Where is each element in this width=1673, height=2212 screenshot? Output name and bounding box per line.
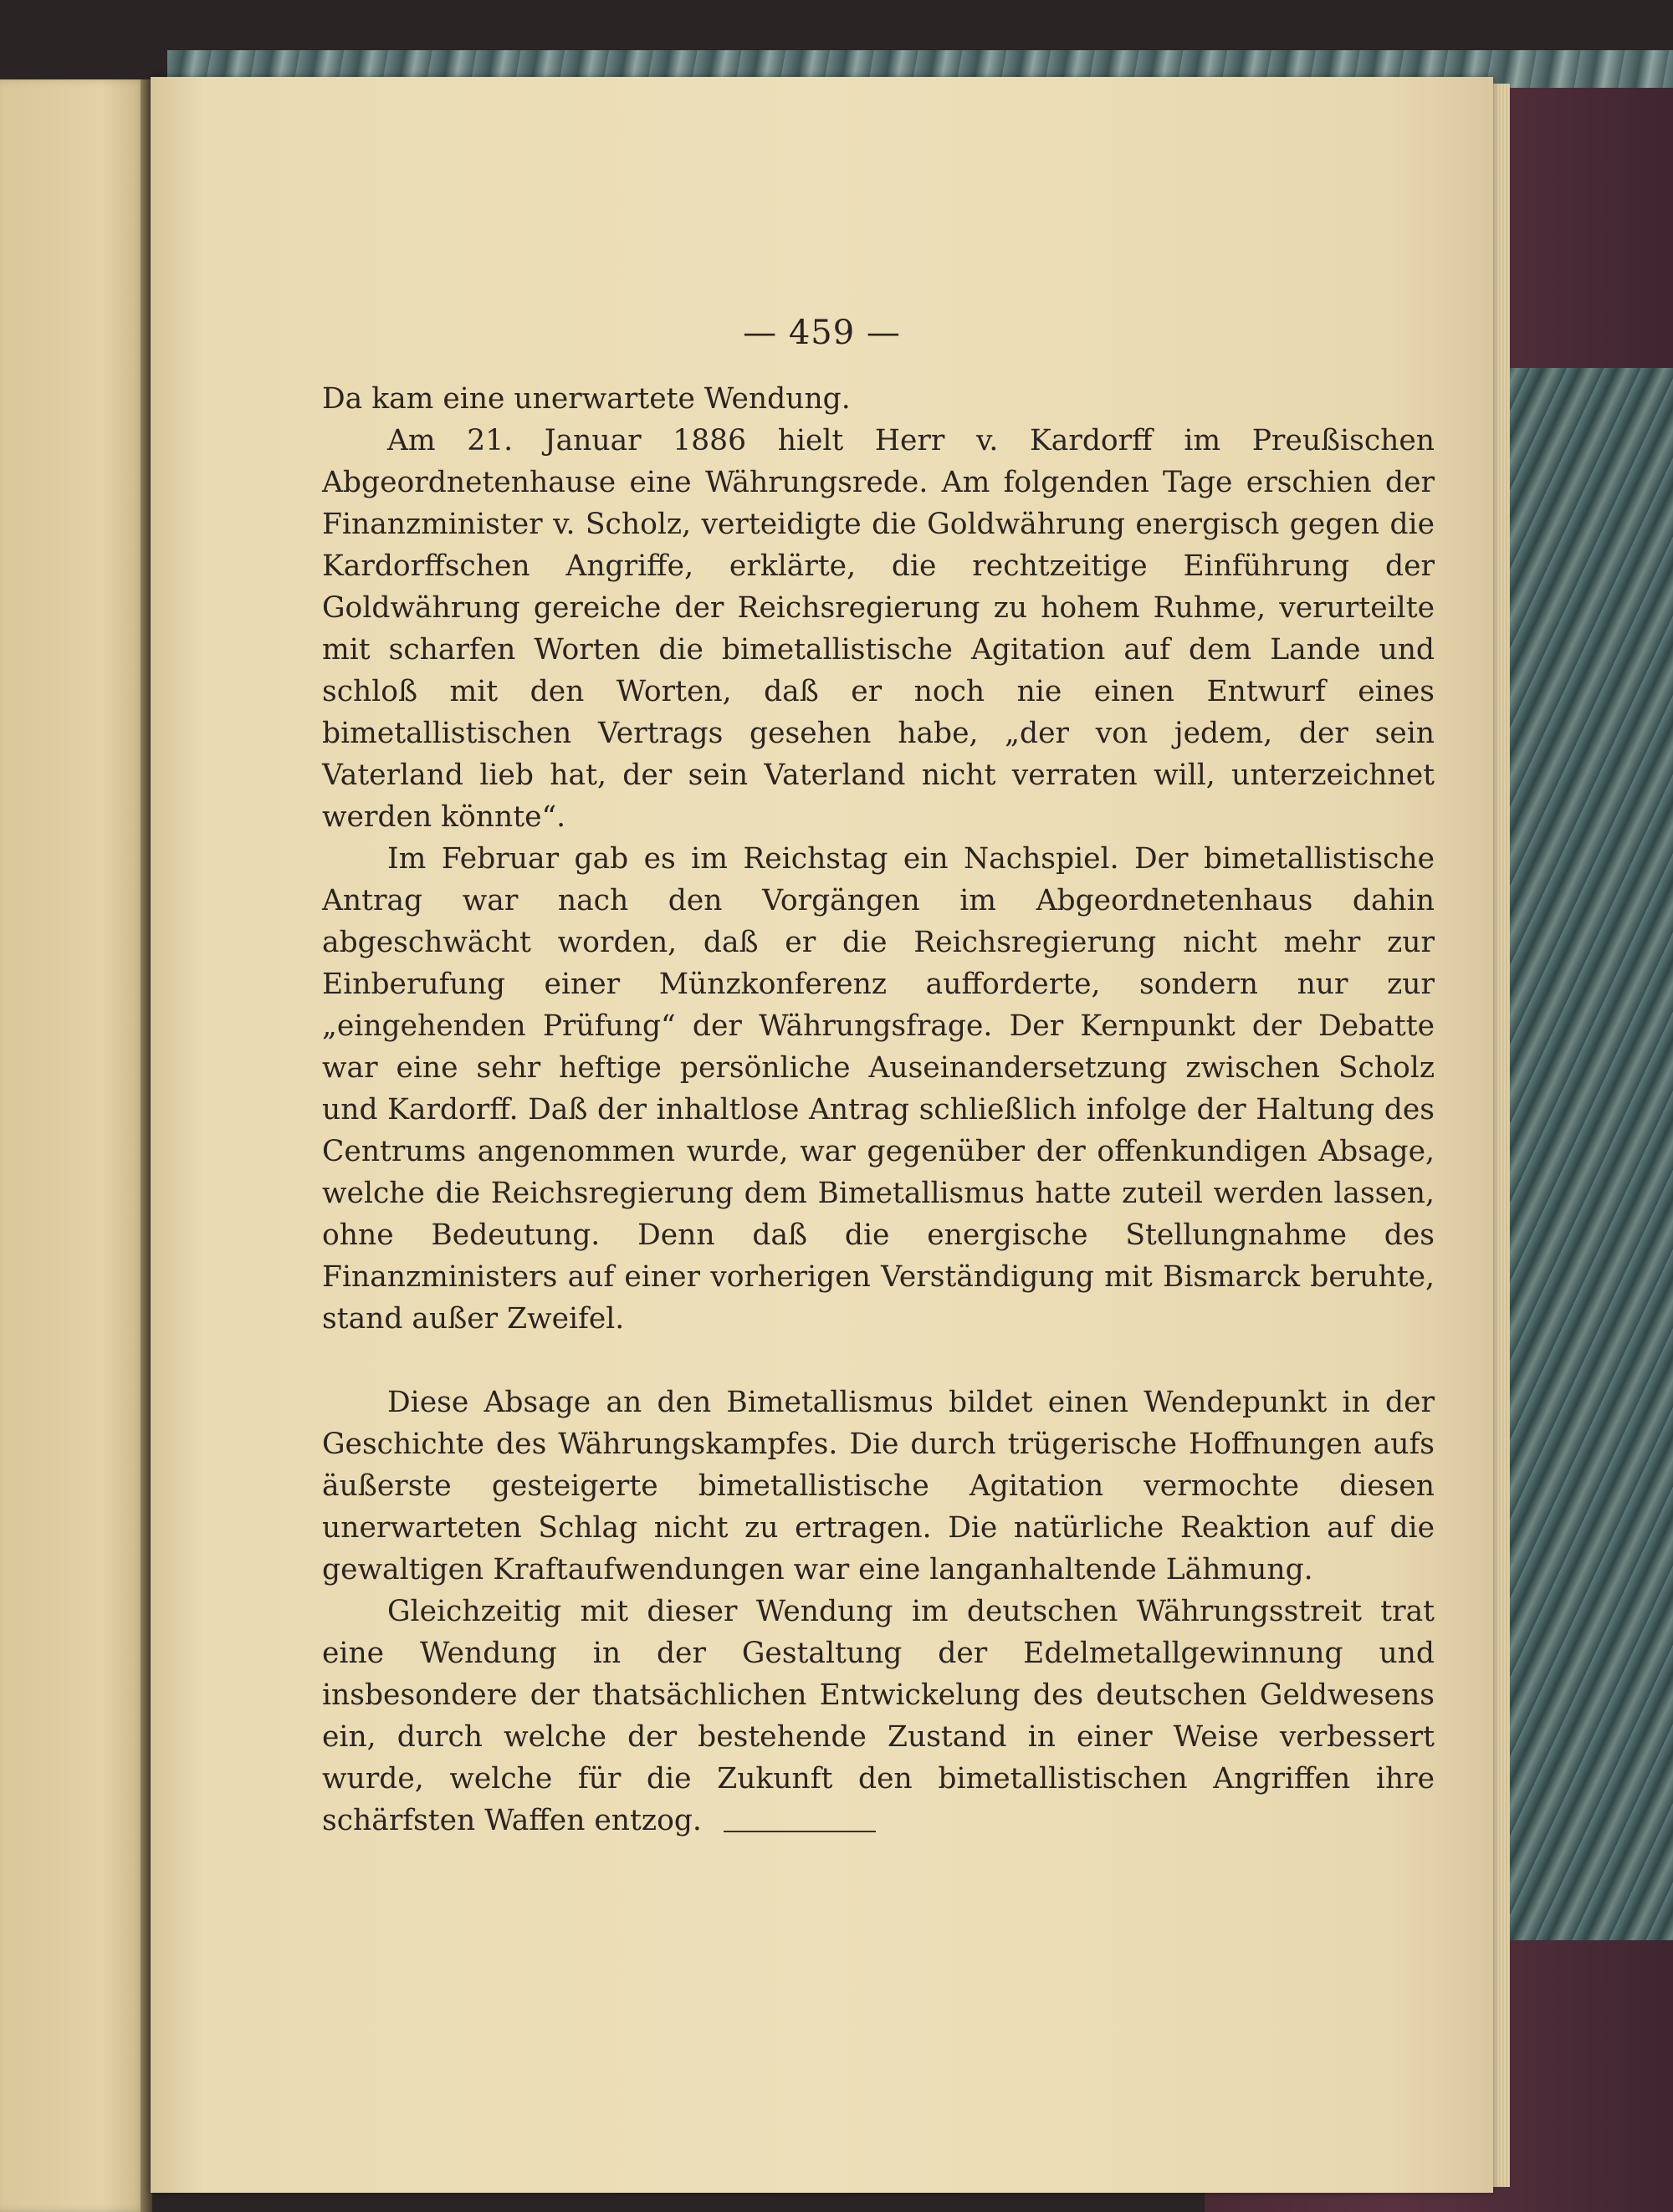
book-page bbox=[151, 77, 1493, 2193]
paragraph: Gleichzeitig mit dieser Wendung im deutschen Währungsstreit trat eine Wendung in der Gestaltung der Edelmetallgewinnung und insbesondere der thatsächlichen Entwickelung des deutschen Geldwesens ein, durch welche der bestehende Zustand in einer Weise verbessert wurde, welche für die Zukunft den bimetallistischen Angriffen ihre schärfsten Waffen entzog. bbox=[322, 1595, 1435, 1837]
paragraph: Diese Absage an den Bimetallismus bildet einen Wendepunkt in der Geschichte des Währungskampfes. Die durch trügerische Hoffnungen aufs äußerste gesteigerte bimetallistische Agitation vermochte diesen unerwarteten Schlag nicht zu ertragen. Die natürliche Reaktion auf die gewaltigen Kraftaufwendungen war eine langanhaltende Lähmung. bbox=[322, 1386, 1435, 1586]
paragraph: Am 21. Januar 1886 hielt Herr v. Kardorff im Preußischen Abgeordnetenhause eine Währungsrede. Am folgenden Tage erschien der Finanzminister v. Scholz, verteidigte die Goldwährung energisch gegen die Kardorffschen Angriffe, erklärte, die rechtzeitige Einführung der Goldwährung gereiche der Reichsregierung zu hohem Ruhme, verurteilte mit scharfen Worten die bimetallistische Agitation auf dem Lande und schloß mit den Worten, daß er noch nie einen Entwurf eines bimetallistischen Vertrags gesehen habe, „der von jedem, der sein Vaterland lieb hat, der sein Vaterland nicht verraten will, unterzeichnet werden könnte“. bbox=[322, 424, 1435, 834]
paragraph: Da kam eine unerwartete Wendung. bbox=[322, 382, 851, 416]
end-rule bbox=[724, 1831, 876, 1832]
left-page bbox=[0, 79, 147, 2212]
paragraph: Im Februar gab es im Reichstag ein Nachspiel. Der bimetallistische Antrag war nach den Vorgängen im Abgeordnetenhaus dahin abgeschwächt worden, daß er die Reichsregierung nicht mehr zur Einberufung einer Münzkonferenz aufforderte, sondern nur zur „eingehenden Prüfung“ der Währungsfrage. Der Kernpunkt der Debatte war eine sehr heftige persönliche Auseinandersetzung zwischen Scholz und Kardorff. Daß der inhaltlose Antrag schließlich infolge der Haltung des Centrums angenommen wurde, war gegenüber der offenkundigen Absage, welche die Reichsregierung dem Bimetallismus hatte zuteil werden lassen, ohne Bedeutung. Denn daß die energische Stellungnahme des Finanzministers auf einer vorherigen Verständigung mit Bismarck beruhte, stand außer Zweifel. bbox=[322, 842, 1435, 1336]
page-text bbox=[322, 378, 1435, 1842]
marbled-edge bbox=[1493, 368, 1673, 1940]
page-number: — 459 — bbox=[743, 314, 901, 352]
